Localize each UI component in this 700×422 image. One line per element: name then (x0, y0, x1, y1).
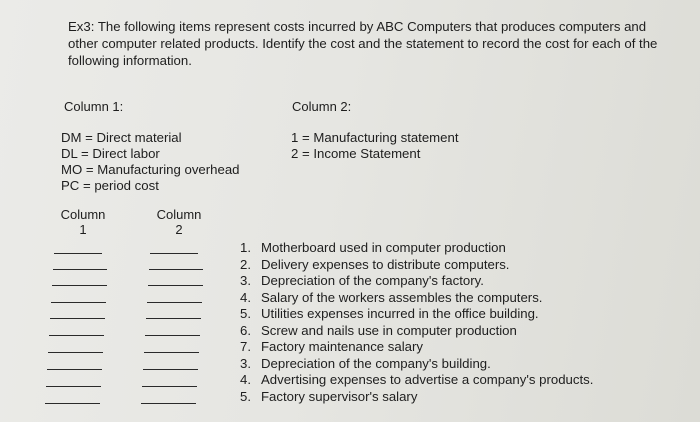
exercise-instructions: Ex3: The following items represent costs incurred by ABC Computers that produces computers and other computer related products. Identify the cost and the statement to record the cost for each of the following information. (68, 19, 658, 68)
answer-blank[interactable] (146, 318, 201, 319)
list-item: 5. Utilities expenses incurred in the office building. (240, 306, 539, 321)
answer-blank[interactable] (52, 285, 107, 286)
answer-blank[interactable] (54, 253, 102, 254)
list-item: 6. Screw and nails use in computer production (240, 322, 517, 338)
answer-blank[interactable] (53, 269, 107, 270)
list-item: 2. Delivery expenses to distribute computers. (240, 256, 510, 272)
list-item: 5. Factory supervisor's salary (240, 388, 418, 404)
definition-pc: PC = period cost (61, 178, 159, 193)
cost-items-list (240, 240, 593, 405)
answer-column1-heading (52, 207, 114, 237)
answer-blank[interactable] (141, 403, 196, 404)
answer-blank[interactable] (51, 302, 106, 303)
answer-blank[interactable] (145, 335, 200, 336)
answer-blank[interactable] (147, 302, 202, 303)
answer-column1-label: Column (60, 207, 106, 222)
definition-manufacturing-statement: 1 = Manufacturing statement (291, 130, 459, 145)
answer-blank[interactable] (48, 352, 103, 353)
column2-definitions (291, 130, 459, 162)
list-item: 3. Depreciation of the company's building. (240, 355, 491, 371)
answer-column1-number: 1 (79, 222, 87, 237)
definition-dl: DL = Direct labor (61, 146, 160, 161)
answer-column2-label: Column (156, 207, 202, 222)
list-item: 1. Motherboard used in computer production (240, 240, 506, 255)
column1-definitions (61, 130, 240, 194)
answer-blank[interactable] (148, 285, 203, 286)
definition-dm: DM = Direct material (61, 130, 182, 145)
column1-heading: Column 1: (64, 99, 124, 114)
answer-blank[interactable] (149, 269, 203, 270)
list-item: 4. Advertising expenses to advertise a company's products. (240, 372, 594, 387)
definition-mo: MO = Manufacturing overhead (61, 162, 240, 177)
answer-blank[interactable] (143, 369, 198, 370)
answer-blank[interactable] (150, 253, 198, 254)
answer-blank[interactable] (45, 403, 100, 404)
answer-blank[interactable] (50, 318, 105, 319)
answer-blank[interactable] (46, 386, 101, 387)
answer-column2-number: 2 (175, 222, 183, 237)
answer-blank[interactable] (142, 386, 197, 387)
definition-income-statement: 2 = Income Statement (291, 146, 421, 161)
answer-blank[interactable] (47, 369, 102, 370)
answer-blank[interactable] (144, 352, 199, 353)
list-item: 4. Salary of the workers assembles the computers. (240, 289, 543, 305)
list-item: 7. Factory maintenance salary (240, 339, 423, 354)
column2-heading: Column 2: (292, 99, 352, 114)
list-item: 3. Depreciation of the company's factory. (240, 273, 484, 288)
answer-column2-heading (148, 207, 210, 237)
answer-blank[interactable] (49, 335, 104, 336)
